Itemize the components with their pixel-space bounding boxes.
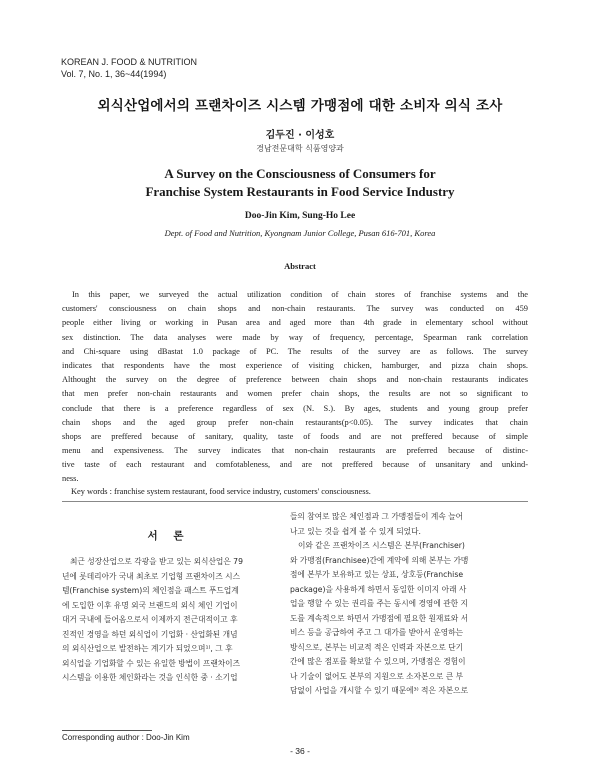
body-line: 대거 국내에 들어옴으로서 이제까지 전근대적이고 후 <box>62 615 238 624</box>
title-english-line: Franchise System Restaurants in Food Service Industry <box>145 184 455 199</box>
footnote-divider <box>62 730 152 731</box>
corresponding-author-note: Corresponding author : Doo-Jin Kim <box>62 733 190 742</box>
authors-english: Doo-Jin Kim, Sung-Ho Lee <box>244 211 356 221</box>
journal-volume: Vol. 7, No. 1, 36~44(1994) <box>61 69 167 79</box>
abstract-line: customers' consciousness on chain shops and non-chain restaurants. The survey was conducted on 459 <box>62 304 528 314</box>
abstract-heading: Abstract <box>284 261 316 271</box>
section-divider <box>62 501 528 502</box>
page-number: - 36 - <box>290 746 310 756</box>
abstract-line: menu and expensiveness. The survey indicates that non-chain restaurants are preferred because of distinc- <box>62 446 528 456</box>
abstract-line: chain shops and the aged group prefer non-chain restaurants(p<0.05). The survey indicates that chain <box>62 417 528 427</box>
body-line: 템(Franchise system)의 체인점을 패스트 푸드업계 <box>62 586 239 595</box>
abstract-line: shops are preffered because of sanitary, quality, taste of foods and are not preffered because of simple <box>62 431 528 441</box>
abstract-line: Althought the survey on the degree of preference between chain shops and non-chain restaurants indicates <box>62 375 528 385</box>
paper-title-korean: 외식산업에서의 프랜차이즈 시스템 가맹점에 대한 소비자 의식 조사 <box>97 98 503 114</box>
body-line: 담없이 사업을 개시할 수 있기 때문에³⁾ 적은 자본으로 <box>290 686 469 695</box>
body-column-right <box>290 510 529 699</box>
body-line: package)을 사용하게 하면서 동일한 이미지 아래 사 <box>290 584 467 594</box>
body-line: 업을 행할 수 있는 권리를 주는 동시에 경영에 관한 지 <box>290 599 468 608</box>
authors-korean: 김두진 · 이성호 <box>265 130 335 141</box>
body-line: 년에 롯데리아가 국내 최초로 기업형 프랜차이즈 시스 <box>62 571 241 581</box>
body-line: 의 외식산업으로 발전하는 계기가 되었으며¹⁾, 그 후 <box>62 644 233 653</box>
abstract-line: sex distinction. The data analyses were made by way of frequency, percentage, Spearman rank correlation <box>62 332 528 342</box>
body-line: 방식으로, 본부는 비교적 적은 인력과 자본으로 단기 <box>290 642 464 652</box>
abstract-body <box>62 288 528 487</box>
body-line: 나고 있는 것을 쉽게 볼 수 있게 되었다. <box>290 526 421 536</box>
abstract-line: tive taste of each restaurant and comfotableness, and are not preffered because of unsanitary and unkind- <box>62 460 528 470</box>
title-english-line: A Survey on the Consciousness of Consumers for <box>164 166 436 181</box>
body-line: 이와 같은 프랜차이즈 시스템은 본부(Franchiser) <box>298 541 465 550</box>
body-line: 시스템을 이용한 체인화라는 것을 인식한 중 · 소기업 <box>62 673 238 682</box>
body-line: 와 가맹점(Franchisee)간에 계약에 의해 본부는 가맹 <box>290 555 469 565</box>
body-line: 외식업을 기업화할 수 있는 유일한 방법이 프랜차이즈 <box>62 658 241 668</box>
abstract-line: indicates that respondents have the most experience of visiting chicken, hamburger, and pizza chain shops. <box>62 360 528 370</box>
abstract-line: that men prefer non-chain restaurants and women prefer chain shops, the results are not so significant to <box>62 389 528 399</box>
paper-title-english <box>0 165 600 201</box>
abstract-line: and Chi-square using dBastat 1.0 package of PC. The results of the survey are as follows. The survey <box>62 346 528 356</box>
body-line: 최근 성장산업으로 각광을 받고 있는 외식산업은 79 <box>70 557 243 566</box>
journal-name: KOREAN J. FOOD & NUTRITION <box>61 57 198 67</box>
abstract-line: ness. <box>62 474 79 484</box>
body-column-left <box>62 555 277 686</box>
section-title-introduction: 서 론 <box>147 530 190 542</box>
body-line: 진적인 경영을 하던 외식업이 기업화 · 산업화된 개념 <box>62 629 238 639</box>
abstract-line: people either living or working in Pusan area and aged more than 4th grade in elementary school without <box>62 318 528 328</box>
affiliation-english: Dept. of Food and Nutrition, Kyongnam Junior College, Pusan 616-701, Korea <box>164 228 436 238</box>
affiliation-korean: 경남전문대학 식품영양과 <box>256 144 344 153</box>
journal-header <box>61 56 197 80</box>
body-line: 간에 많은 점포를 확보할 수 있으며, 가맹점은 경험이 <box>290 657 466 666</box>
body-line: 비스 등을 공급하여 주고 그 대가를 받아서 운영하는 <box>290 628 464 637</box>
body-line: 점에 본부가 보유하고 있는 상표, 상호등(Franchise <box>290 570 464 579</box>
body-line: 에 도입한 이후 유명 외국 브랜드의 외식 체인 기업이 <box>62 600 238 610</box>
body-line: 도를 계속적으로 하면서 가맹점에 필요한 원재료와 서 <box>290 613 469 623</box>
body-line: 나 기술이 없어도 본부의 지원으로 소자본으로 큰 부 <box>290 671 464 681</box>
body-line: 들의 참여로 많은 체인점과 그 가맹점들이 계속 늘어 <box>290 512 464 521</box>
keywords: Key words : franchise system restaurant, food service industry, customers' consciousness. <box>71 487 371 496</box>
abstract-line: conclude that there is a preference regardless of sex (N. S.). By ages, students and young group prefer <box>62 403 528 413</box>
abstract-line: In this paper, we surveyed the actual utilization condition of chain stores of franchise systems and the <box>72 290 528 299</box>
